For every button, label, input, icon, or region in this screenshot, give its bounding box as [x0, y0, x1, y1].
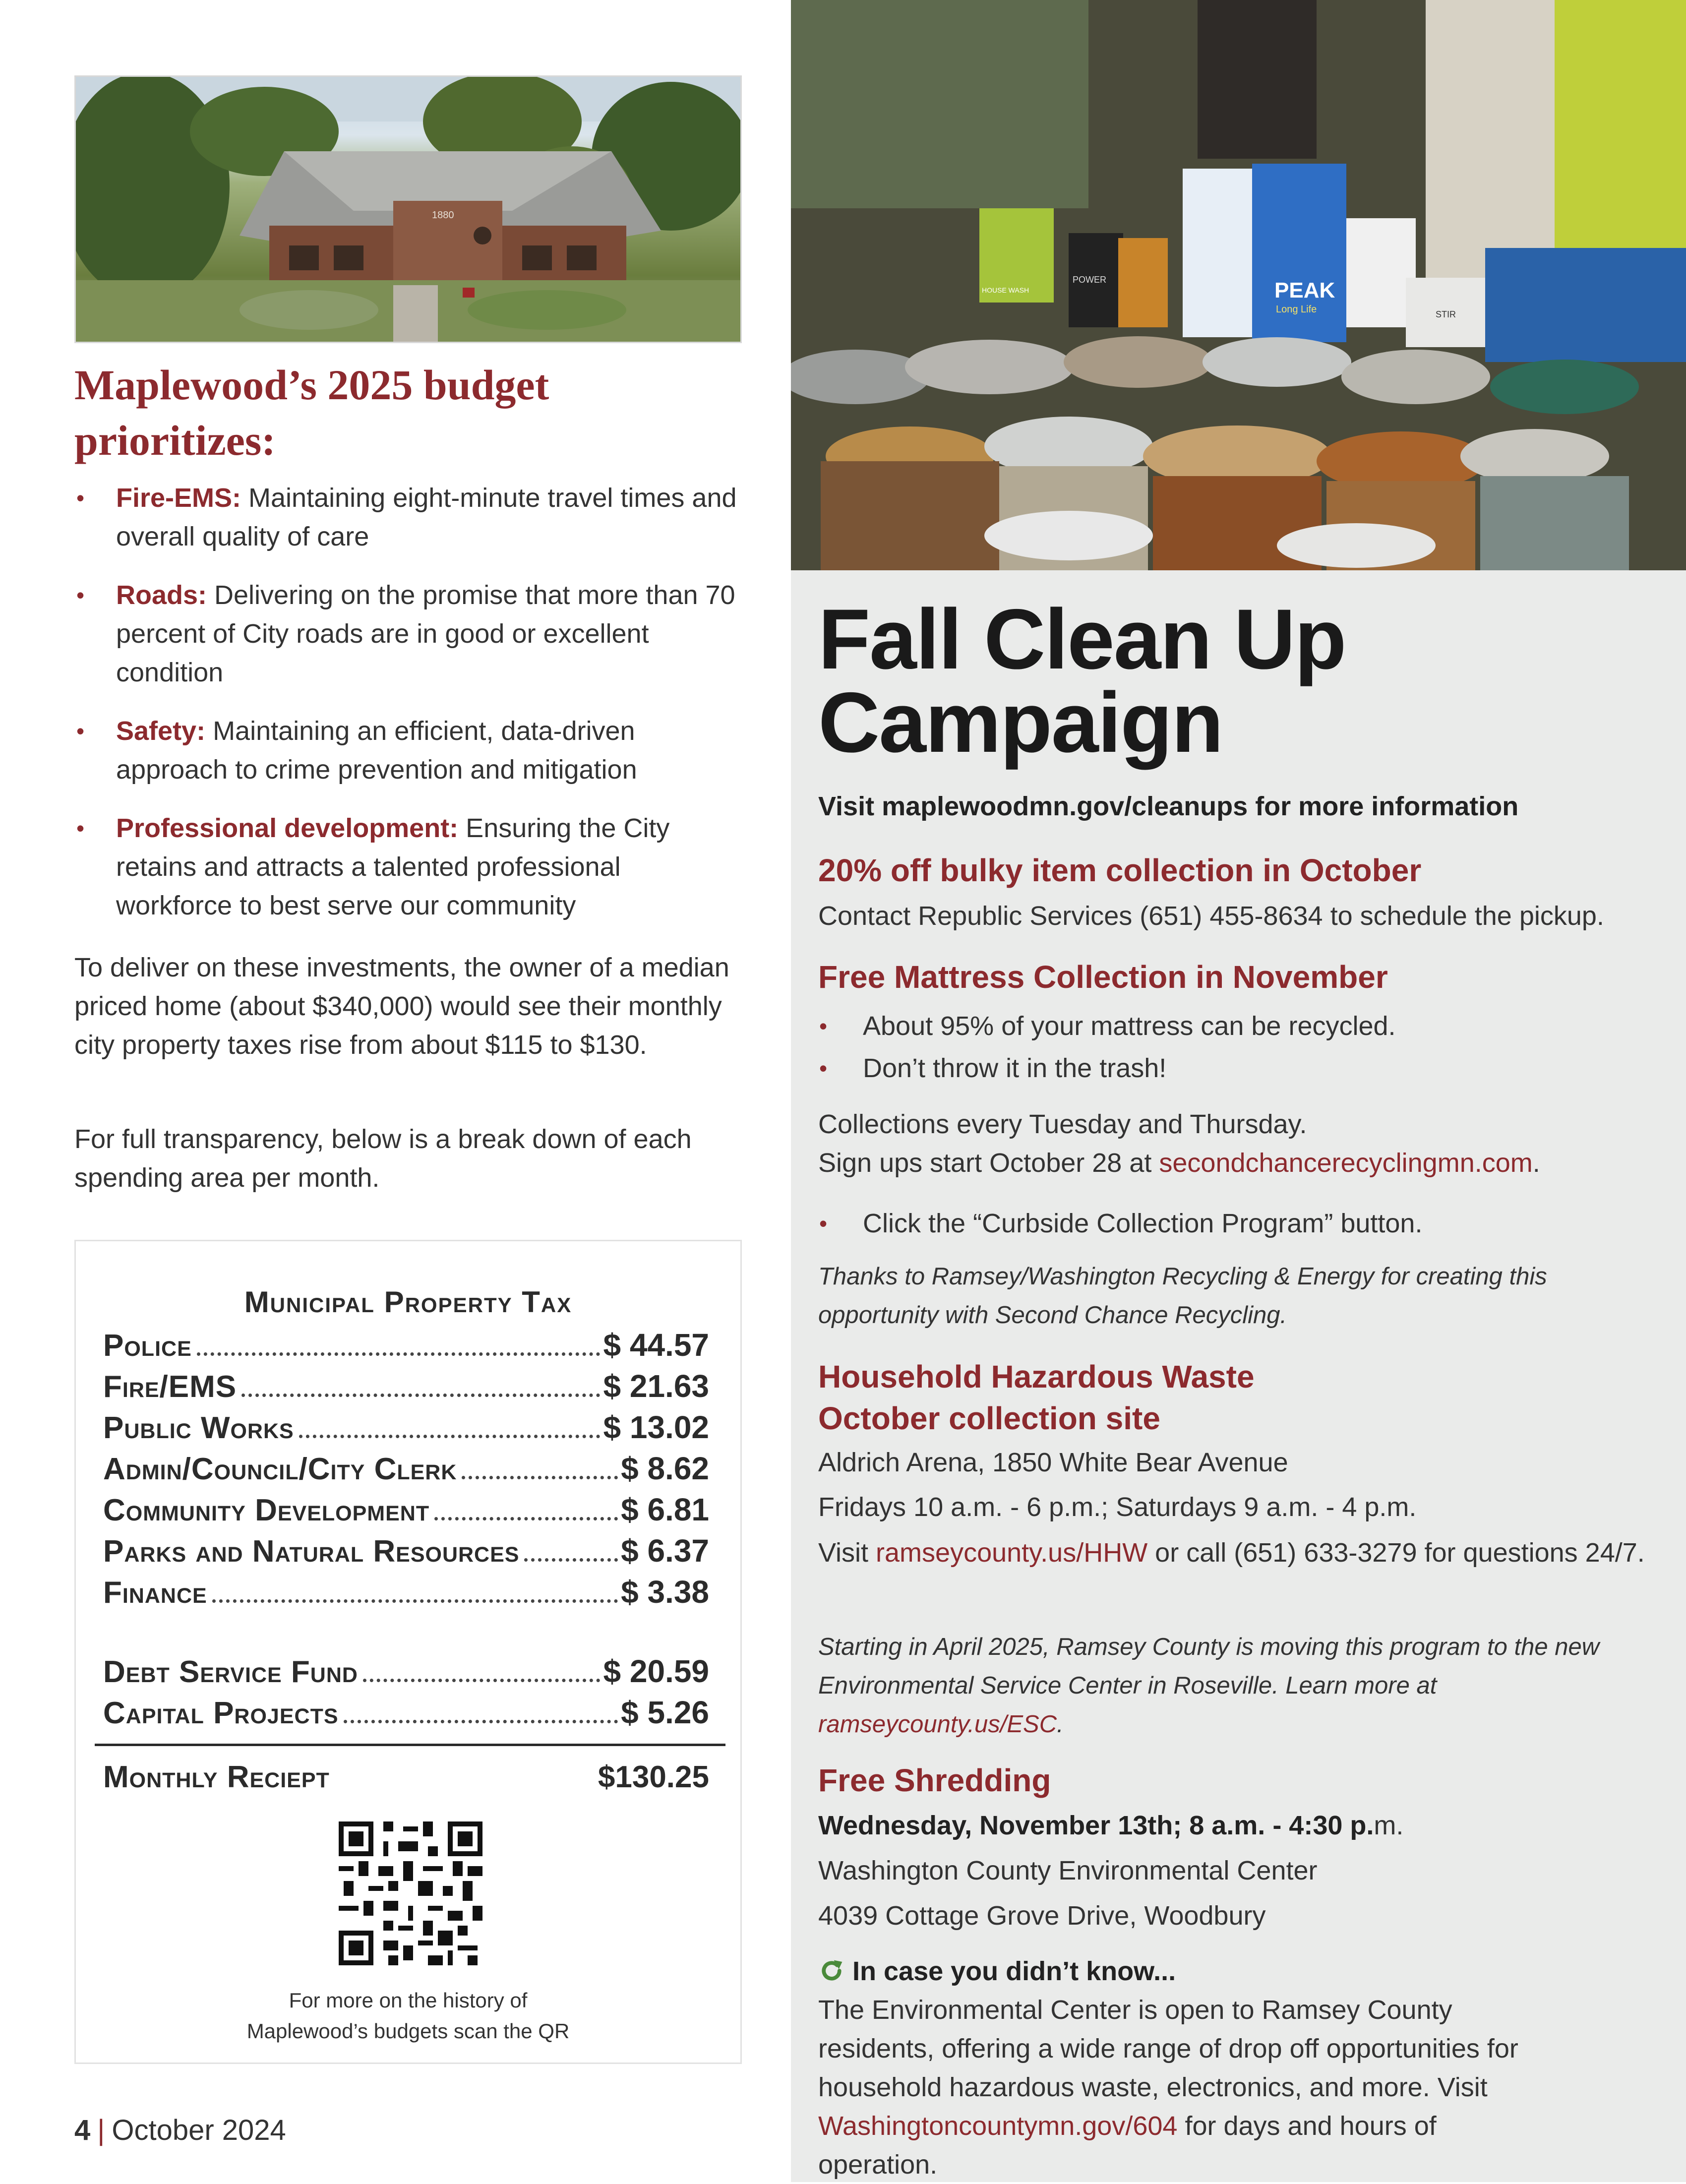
signup-text: Sign ups start October 28 at [818, 1148, 1159, 1178]
priority-term: Roads: [116, 580, 207, 610]
photo-label: PEAK [1274, 278, 1335, 303]
collections-schedule: Collections every Tuesday and Thursday. [818, 1109, 1307, 1139]
tax-row-label: Police [103, 1329, 192, 1363]
bullet-icon: • [76, 718, 85, 744]
photo-label: Long Life [1276, 304, 1317, 315]
ramsey-esc-link[interactable]: ramseycounty.us/ESC [818, 1711, 1057, 1738]
thanks-note: Thanks to Ramsey/Washington Recycling & Energy for creating this opportunity with Second Chance Recycling. [818, 1263, 1547, 1329]
tax-table-title: Municipal Property Tax [244, 1285, 572, 1319]
hhw-contact-text: or call (651) 633-3279 for questions 24/7. [1147, 1538, 1645, 1568]
list-item [74, 809, 744, 925]
shredding-date [818, 1806, 1661, 1845]
budget-heading: Maplewood’s 2025 budget prioritizes: [74, 361, 549, 464]
tax-row [103, 1532, 709, 1572]
tax-row-amount: $ 3.38 [621, 1574, 709, 1610]
list-item [818, 1007, 1396, 1045]
tax-row-label: Admin/Council/City Clerk [103, 1452, 457, 1486]
shredding-date-bold: Wednesday, November 13th; 8 a.m. - 4:30 p. [818, 1811, 1374, 1840]
list-item-text: About 95% of your mattress can be recycled. [863, 1011, 1396, 1041]
tax-explanation: To deliver on these investments, the owner of a median priced home (about $340,000) would see their monthly city property taxes rise from about $115 to $130. [74, 953, 729, 1060]
campaign-website-note: Visit maplewoodmn.gov/cleanups for more information [818, 791, 1519, 821]
hhw-heading-line: October collection site [818, 1400, 1160, 1436]
left-column [74, 0, 744, 2182]
priority-text: Ensuring the City retains and attracts a talented professional workforce to best serve our community [116, 813, 670, 920]
priority-text: Maintaining an efficient, data-driven approach to crime prevention and mitigation [116, 716, 637, 785]
environmental-center-info [818, 1991, 1542, 2184]
tax-row-amount: $ 21.63 [603, 1368, 709, 1404]
priority-text: Maintaining eight-minute travel times and overall quality of care [116, 483, 737, 551]
tax-row-label: Fire/EMS [103, 1370, 237, 1404]
bullet-icon: • [819, 1013, 828, 1039]
hhw-relocation-note [818, 1628, 1661, 1744]
bulky-item-heading: 20% off bulky item collection in October [818, 852, 1422, 888]
list-item-text: Click the “Curbside Collection Program” button. [863, 1209, 1423, 1238]
tax-row-amount: $ 6.81 [621, 1492, 709, 1527]
issue-date: October 2024 [112, 2114, 286, 2146]
page-footer [74, 2114, 286, 2147]
qr-caption-line: For more on the history of [289, 1989, 528, 2012]
campaign-title-line: Fall Clean Up [818, 592, 1346, 687]
tax-row-label: Capital Projects [103, 1696, 339, 1730]
bullet-icon: • [76, 815, 85, 841]
transparency-note: For full transparency, below is a break down of each spending area per month. [74, 1124, 692, 1193]
list-item [818, 1204, 1422, 1243]
tax-row [103, 1409, 709, 1449]
tax-row-amount: $ 13.02 [603, 1409, 709, 1445]
tax-row [103, 1574, 709, 1613]
tax-row-amount: $ 8.62 [621, 1451, 709, 1486]
shredding-address: 4039 Cottage Grove Drive, Woodbury [818, 1901, 1266, 1931]
tax-row [103, 1450, 709, 1490]
tax-row-label: Parks and Natural Resources [103, 1534, 520, 1569]
hazardous-waste-photo [791, 0, 1686, 570]
photo-label: STIR [1436, 309, 1456, 319]
campaign-title-line: Campaign [818, 675, 1223, 770]
total-label: Monthly Reciept [103, 1760, 330, 1794]
second-chance-link[interactable]: secondchancerecyclingmn.com [1159, 1148, 1533, 1178]
city-hall-illustration [76, 77, 740, 342]
environmental-center-text: The Environmental Center is open to Ramsey County residents, offering a wide range of drop off opportunities for household hazardous waste, electronics, and more. Visit [818, 1995, 1518, 2102]
shredding-location: Washington County Environmental Center [818, 1856, 1318, 1885]
tax-row-label: Public Works [103, 1411, 294, 1445]
hhw-heading-line: Household Hazardous Waste [818, 1359, 1255, 1395]
tax-row-amount: $ 6.37 [621, 1533, 709, 1569]
qr-caption [76, 1985, 740, 2047]
qr-code[interactable] [339, 1821, 482, 1965]
hhw-note-text: Starting in April 2025, Ramsey County is moving this program to the new Environmental Service Center in Roseville. Learn more at [818, 1634, 1600, 1699]
priority-text: Delivering on the promise that more than 70 percent of City roads are in good or excellent condition [116, 580, 735, 687]
list-item [74, 576, 744, 692]
city-hall-photo [74, 75, 742, 343]
tax-row-amount: $ 20.59 [603, 1653, 709, 1689]
total-row [103, 1759, 709, 1795]
bullet-icon: • [819, 1055, 828, 1081]
tax-row-amount: $ 5.26 [621, 1695, 709, 1730]
page-number: 4 [74, 2114, 91, 2146]
priority-term: Safety: [116, 716, 206, 746]
ramsey-hhw-link[interactable]: ramseycounty.us/HHW [876, 1538, 1148, 1568]
hhw-contact [818, 1533, 1661, 1572]
photo-label: POWER [1073, 275, 1107, 285]
qr-caption-line: Maplewood’s budgets scan the QR [246, 2019, 570, 2043]
washington-county-link[interactable]: Washingtoncountymn.gov/604 [818, 2111, 1178, 2141]
tax-row-label: Community Development [103, 1493, 430, 1527]
hhw-heading [818, 1356, 1255, 1439]
tax-row-label: Finance [103, 1576, 207, 1610]
bulky-item-text: Contact Republic Services (651) 455-8634 to schedule the pickup. [818, 901, 1604, 931]
list-item [818, 1049, 1166, 1088]
photo-label: HOUSE WASH [982, 286, 1029, 294]
tax-row [103, 1368, 709, 1407]
campaign-title [818, 592, 1661, 770]
tax-row [103, 1327, 709, 1366]
priorities-list [74, 479, 744, 945]
tax-breakdown-box [74, 1240, 742, 2064]
list-item-text: Don’t throw it in the trash! [863, 1053, 1167, 1083]
environmental-center-text: for days and hours of operation. [818, 2111, 1437, 2180]
shredding-date-rest: m. [1374, 1811, 1404, 1840]
recycle-arrow-icon [818, 1957, 845, 1984]
priority-term: Fire-EMS: [116, 483, 241, 513]
tax-row [103, 1491, 709, 1531]
list-item [74, 712, 744, 789]
footer-separator: | [97, 2114, 105, 2146]
did-you-know-heading [818, 1952, 1661, 1991]
collections-info [818, 1105, 1661, 1182]
tax-row [103, 1694, 709, 1734]
priority-term: Professional development: [116, 813, 459, 843]
paint-cans-illustration [791, 0, 1686, 570]
tax-row-amount: $ 44.57 [603, 1327, 709, 1363]
bullet-icon: • [76, 485, 85, 511]
signup-text-end: . [1532, 1148, 1540, 1178]
mattress-heading: Free Mattress Collection in November [818, 959, 1388, 995]
hhw-hours: Fridays 10 a.m. - 6 p.m.; Saturdays 9 a.m. - 4 p.m. [818, 1492, 1417, 1522]
tax-row-label: Debt Service Fund [103, 1655, 358, 1689]
hhw-contact-text: Visit [818, 1538, 876, 1568]
right-column [791, 0, 1686, 2182]
bullet-icon: • [76, 582, 85, 608]
total-divider [95, 1744, 725, 1746]
building-sign: 1880 [432, 210, 454, 221]
total-amount: $130.25 [598, 1760, 709, 1794]
hhw-note-text: . [1057, 1711, 1064, 1738]
shredding-heading: Free Shredding [818, 1762, 1051, 1798]
tax-row [103, 1653, 709, 1693]
hhw-address: Aldrich Arena, 1850 White Bear Avenue [818, 1448, 1288, 1477]
did-you-know-title: In case you didn’t know... [852, 1956, 1176, 1986]
bullet-icon: • [819, 1211, 828, 1236]
list-item [74, 479, 744, 556]
